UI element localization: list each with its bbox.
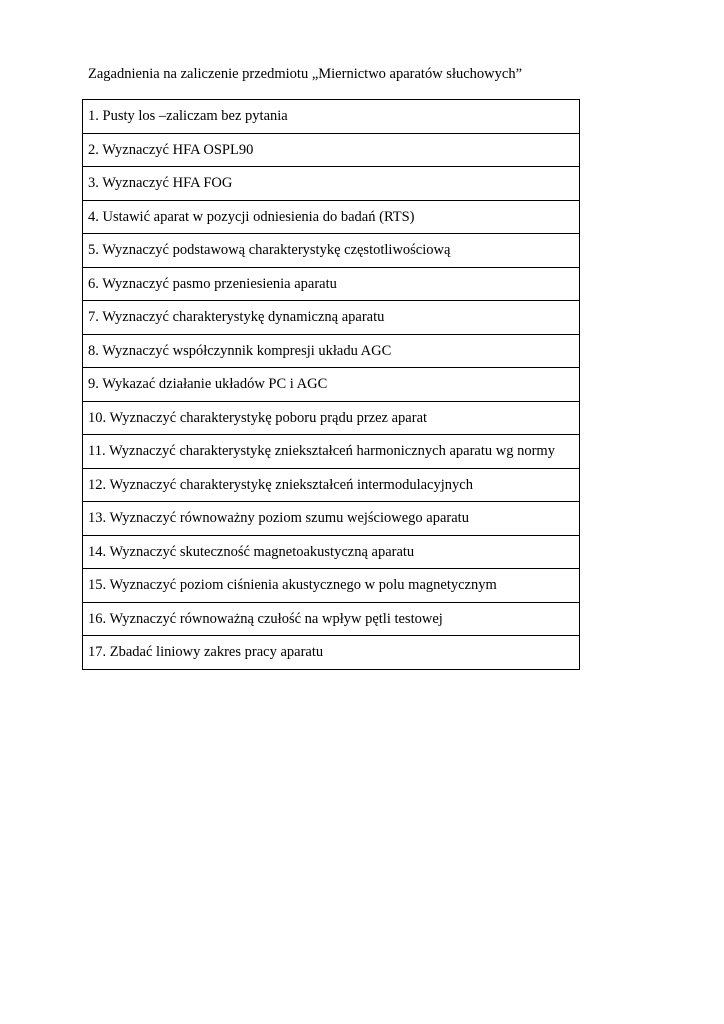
table-cell: 17. Zbadać liniowy zakres pracy aparatu [83, 636, 580, 670]
table-row [83, 502, 580, 536]
table-row [83, 468, 580, 502]
table-row [83, 401, 580, 435]
table-row [83, 368, 580, 402]
table-cell: 8. Wyznaczyć współczynnik kompresji układu AGC [83, 334, 580, 368]
table-row [83, 167, 580, 201]
table-row [83, 535, 580, 569]
table-row [83, 100, 580, 134]
table-cell: 2. Wyznaczyć HFA OSPL90 [83, 133, 580, 167]
table-cell: 10. Wyznaczyć charakterystykę poboru prądu przez aparat [83, 401, 580, 435]
table-cell: 13. Wyznaczyć równoważny poziom szumu wejściowego aparatu [83, 502, 580, 536]
table-row [83, 234, 580, 268]
table-cell: 5. Wyznaczyć podstawową charakterystykę częstotliwościową [83, 234, 580, 268]
table-cell: 11. Wyznaczyć charakterystykę zniekształceń harmonicznych aparatu wg normy [83, 435, 580, 469]
table-row [83, 435, 580, 469]
table-cell: 12. Wyznaczyć charakterystykę zniekształceń intermodulacyjnych [83, 468, 580, 502]
table-cell: 9. Wykazać działanie układów PC i AGC [83, 368, 580, 402]
table-row [83, 133, 580, 167]
table-row [83, 301, 580, 335]
table-cell: 4. Ustawić aparat w pozycji odniesienia do badań (RTS) [83, 200, 580, 234]
table-cell: 6. Wyznaczyć pasmo przeniesienia aparatu [83, 267, 580, 301]
table-cell: 16. Wyznaczyć równoważną czułość na wpływ pętli testowej [83, 602, 580, 636]
table-row [83, 602, 580, 636]
table-row [83, 569, 580, 603]
table-cell: 7. Wyznaczyć charakterystykę dynamiczną aparatu [83, 301, 580, 335]
table-row [83, 200, 580, 234]
table-row [83, 636, 580, 670]
table-cell: 15. Wyznaczyć poziom ciśnienia akustycznego w polu magnetycznym [83, 569, 580, 603]
page-title: Zagadnienia na zaliczenie przedmiotu „Miernictwo aparatów słuchowych” [88, 66, 523, 82]
table-cell: 3. Wyznaczyć HFA FOG [83, 167, 580, 201]
topics-table [82, 99, 580, 670]
table-cell: 1. Pusty los –zaliczam bez pytania [83, 100, 580, 134]
table-row [83, 267, 580, 301]
table-cell: 14. Wyznaczyć skuteczność magnetoakustyczną aparatu [83, 535, 580, 569]
table-row [83, 334, 580, 368]
